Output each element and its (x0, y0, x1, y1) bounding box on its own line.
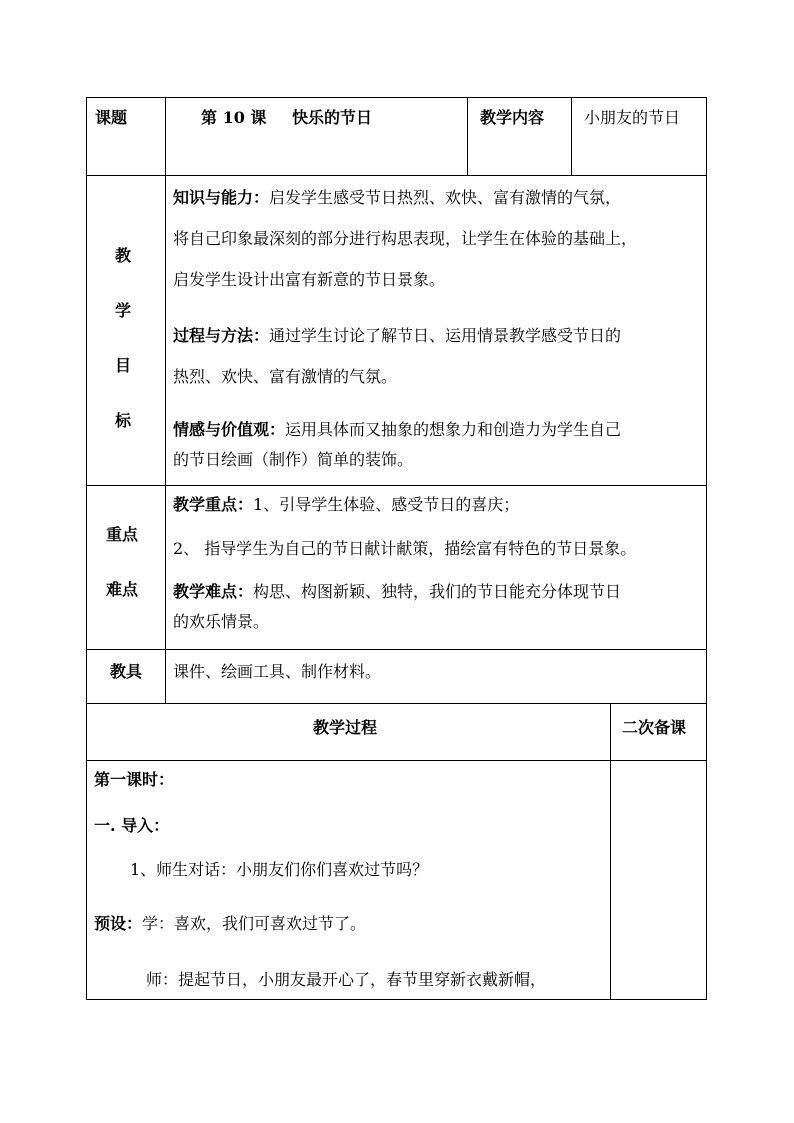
key-point-text: 1、引导学生体验、感受节日的喜庆； (253, 495, 520, 514)
emotion-text-1: 运用具体而又抽象的想象力和创造力为学生自己 (285, 420, 622, 439)
process-text-1: 通过学生讨论了解节日、运用情景教学感受节日的 (269, 326, 622, 345)
knowledge-line-2: 将自己印象最深刻的部分进行构思表现，让学生在体验的基础上， (173, 229, 638, 248)
second-prep-label: 二次备课 (622, 718, 687, 737)
tools-label: 教具 (110, 662, 143, 681)
goals-label-char-3: 目 (114, 356, 131, 375)
class-period-label: 第一课时： (94, 770, 175, 789)
difficulty-label: 难点 (106, 580, 139, 599)
teacher-line: 师：提起节日，小朋友最开心了，春节里穿新衣戴新帽， (146, 970, 547, 989)
goals-label-char-1: 教 (114, 246, 131, 265)
goals-label-char-2: 学 (114, 301, 131, 320)
lesson-title: 快乐的节日 (292, 108, 373, 127)
process-label: 过程与方法： (173, 326, 270, 345)
key-point-label: 教学重点： (173, 495, 254, 514)
difficulty-line-2: 的欢乐情景。 (173, 612, 270, 631)
intro-label: 一. 导入： (94, 816, 170, 835)
difficulty-point-label: 教学难点： (173, 582, 254, 601)
process-line-1 (173, 326, 621, 346)
focus-label: 重点 (106, 525, 139, 544)
key-point-line-2: 2、 指导学生为自己的节日献计献策，描绘富有特色的节日景象。 (173, 539, 637, 558)
preset-label: 预设： (94, 914, 143, 933)
emotion-label: 情感与价值观： (173, 420, 286, 439)
emotion-line-2: 的节日绘画（制作）简单的装饰。 (173, 450, 414, 469)
lesson-number: 第 10 课 (201, 108, 267, 127)
difficulty-text: 构思、构图新颖、独特，我们的节日能充分体现节日 (253, 582, 622, 601)
topic-label: 课题 (95, 108, 128, 127)
goals-label-char-4: 标 (114, 411, 131, 430)
difficulty-line-1 (173, 582, 621, 602)
process-title: 教学过程 (313, 718, 378, 737)
preset-line (94, 914, 366, 934)
preset-text: 学：喜欢，我们可喜欢过节了。 (142, 914, 367, 933)
process-line-2: 热烈、欢快、富有激情的气氛。 (173, 367, 398, 386)
knowledge-label: 知识与能力： (173, 188, 270, 207)
emotion-line-1 (173, 420, 621, 440)
knowledge-line-3: 启发学生设计出富有新意的节日景象。 (173, 270, 446, 289)
knowledge-line-1 (173, 188, 621, 208)
dialogue-line: 1、师生对话：小朋友们你们喜欢过节吗？ (130, 860, 429, 879)
tools-value: 课件、绘画工具、制作材料。 (173, 662, 382, 681)
content-label: 教学内容 (480, 108, 545, 127)
knowledge-text-1: 启发学生感受节日热烈、欢快、富有激情的气氛， (269, 188, 622, 207)
key-point-line-1 (173, 495, 519, 515)
content-value: 小朋友的节日 (584, 108, 681, 127)
